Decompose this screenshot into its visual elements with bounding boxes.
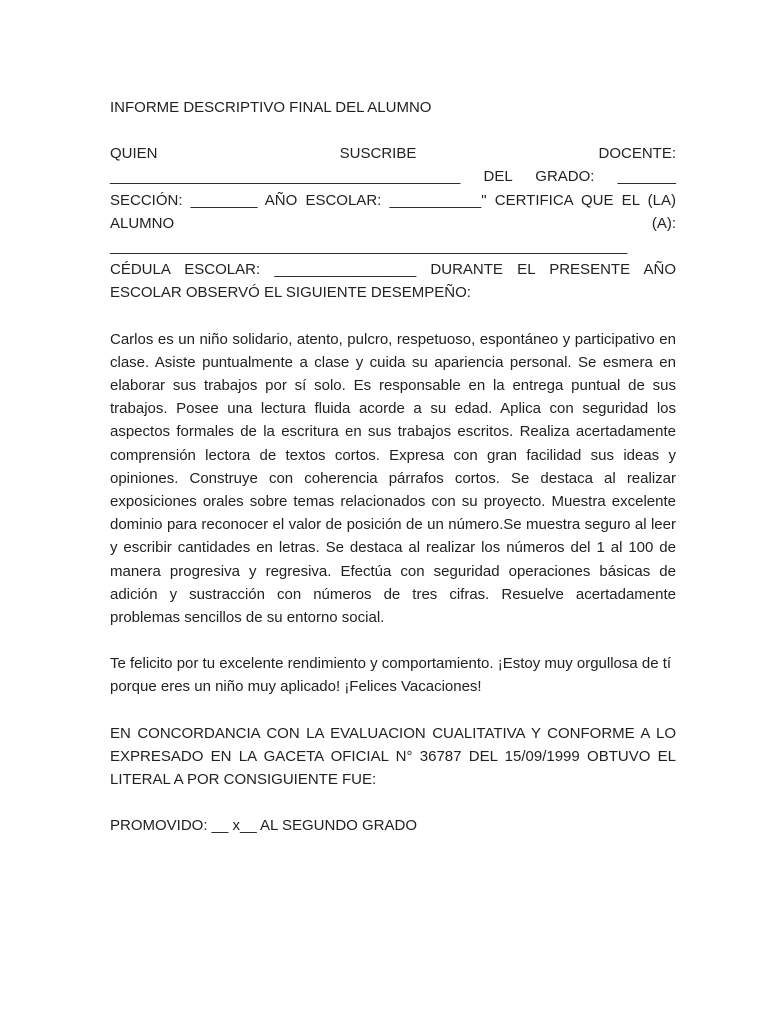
performance-paragraph: Carlos es un niño solidario, atento, pulcro, respetuoso, espontáneo y participativo en clase. Asiste puntualmente a clase y cuida su apariencia personal. Se esmera en elaborar sus trabajos por sí solo. Es responsable en la entrega puntual de sus trabajos. Posee una lectura fluida acorde a su edad. Aplica con seguridad los aspectos formales de la escritura en sus trabajos escritos. Realiza acertadamente comprensión lectora de textos cortos. Expresa con gran facilidad sus ideas y opiniones. Construye con coherencia párrafos cortos. Se destaca al realizar exposiciones orales sobre temas relacionados con su proyecto. Muestra excelente dominio para reconocer el valor de posición de un número.Se muestra seguro al leer y escribir cantidades en letras. Se destaca al realizar los números del 1 al 100 de manera progresiva y regresiva. Efectúa con seguridad operaciones básicas de adición y sustracción con números de tres cifras. Resuelve acertadamente problemas sencillos de su entorno social.	[110, 330, 676, 627]
header-line-5: ______________________________________________________________	[110, 238, 628, 256]
header-block	[110, 142, 676, 304]
header-line-4: ALUMNO (A):	[110, 214, 676, 232]
header-line-7: ESCOLAR OBSERVÓ EL SIGUIENTE DESEMPEÑO:	[110, 284, 471, 302]
legal-paragraph: EN CONCORDANCIA CON LA EVALUACION CUALITATIVA Y CONFORME A LO EXPRESADO EN LA GACETA OFICIAL N° 36787 DEL 15/09/1999 OBTUVO EL LITERAL A POR CONSIGUIENTE FUE:	[110, 724, 676, 789]
document-page	[110, 96, 676, 837]
header-line-1: QUIEN SUSCRIBE DOCENTE:	[110, 145, 676, 163]
header-line-6: CÉDULA ESCOLAR: _________________ DURANTE EL PRESENTE AÑO	[110, 261, 676, 279]
header-line-3: SECCIÓN: ________ AÑO ESCOLAR: ___________" CERTIFICA QUE EL (LA)	[110, 191, 676, 209]
document-title: INFORME DESCRIPTIVO FINAL DEL ALUMNO	[110, 99, 432, 116]
promotion-line: PROMOVIDO: __ x__ AL SEGUNDO GRADO	[110, 817, 418, 835]
closing-paragraph: Te felicito por tu excelente rendimiento y comportamiento. ¡Estoy muy orgullosa de tí porque eres un niño muy aplicado! ¡Felices Vacaciones!	[110, 655, 672, 696]
header-line-2: __________________________________________ DEL GRADO: _______	[110, 168, 676, 186]
